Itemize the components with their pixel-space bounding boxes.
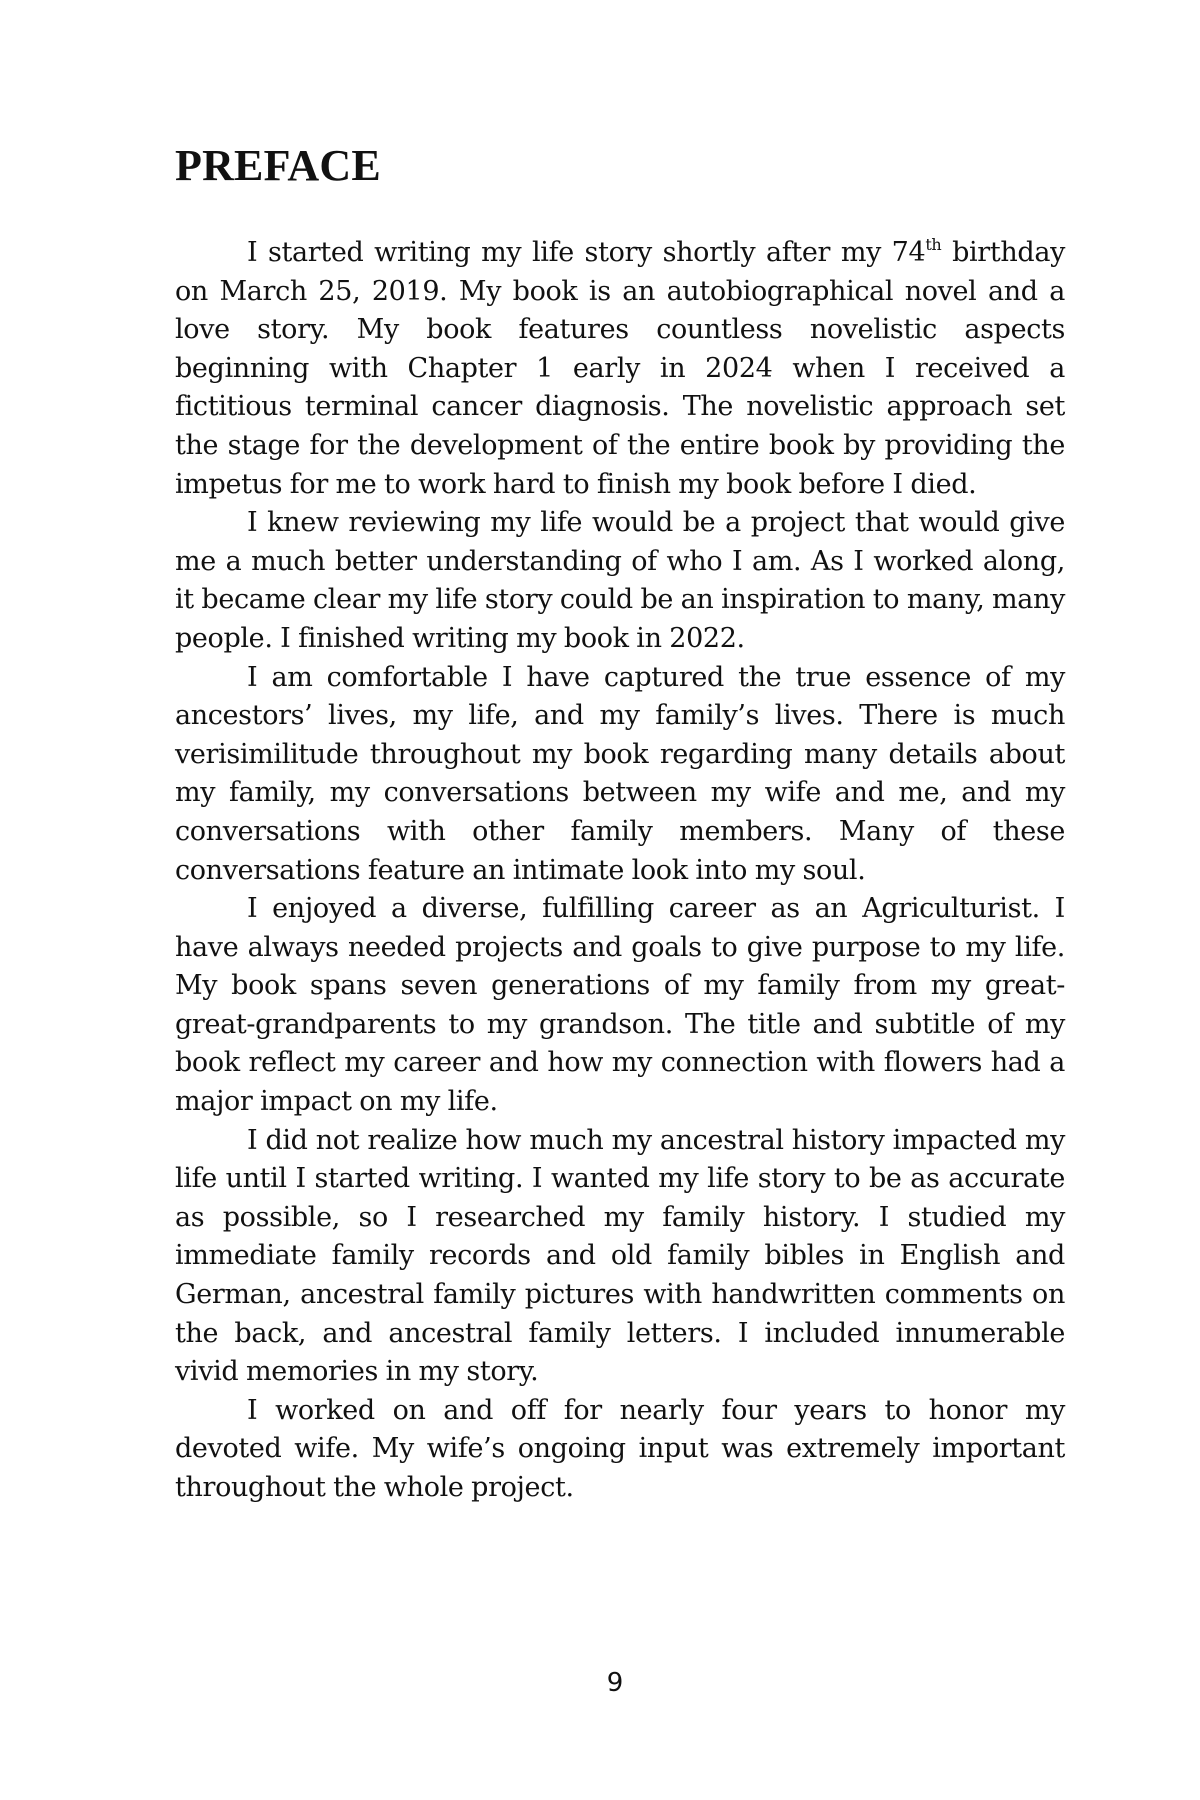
paragraph-5: I did not realize how much my ancestral history impacted my life until I started writing. I wanted my life story to be as accurate as possible, so I researched my family history. I studied my immediate family records and old family bibles in English and German, ancestral family pictures with handwritten comments on the back, and ancestral family letters. I included innumerable vivid memories in my story. [175, 1124, 1065, 1388]
paragraph-6: I worked on and off for nearly four years to honor my devoted wife. My wife’s ongoing input was extremely important throughout the whole project. [175, 1394, 1065, 1503]
ordinal-suffix: th [925, 235, 942, 254]
page-title: PREFACE [175, 141, 381, 190]
paragraph-1 [175, 234, 1065, 504]
page-number: 9 [606, 1668, 624, 1698]
paragraph-3: I am comfortable I have captured the true essence of my ancestors’ lives, my life, and my family’s lives. There is much verisimilitude throughout my book regarding many details about my family, my conversations between my wife and me, and my conversations with other family members. Many of these conversations feature an intimate look into my soul. [175, 661, 1065, 886]
paragraph-1-text-start: I started writing my life story shortly after my 74 [247, 237, 926, 268]
preface-body [175, 234, 1065, 1508]
paragraph-4: I enjoyed a diverse, fulfilling career as an Agriculturist. I have always needed projects and goals to give purpose to my life. My book spans seven generations of my family from my great-great-grandparents to my grandson. The title and subtitle of my book reflect my career and how my connection with flowers had a major impact on my life. [175, 893, 1065, 1118]
paragraph-1-text-end: birthday on March 25, 2019. My book is an autobiographical novel and a love story. My book features countless novelistic aspects beginning with Chapter 1 early in 2024 when I received a fictitious terminal cancer diagnosis. The novelistic approach set the stage for the development of the entire book by providing the impetus for me to work hard to finish my book before I died. [175, 237, 1065, 500]
paragraph-2: I knew reviewing my life would be a project that would give me a much better understanding of who I am. As I worked along, it became clear my life story could be an inspiration to many, many people. I finished writing my book in 2022. [175, 507, 1066, 654]
